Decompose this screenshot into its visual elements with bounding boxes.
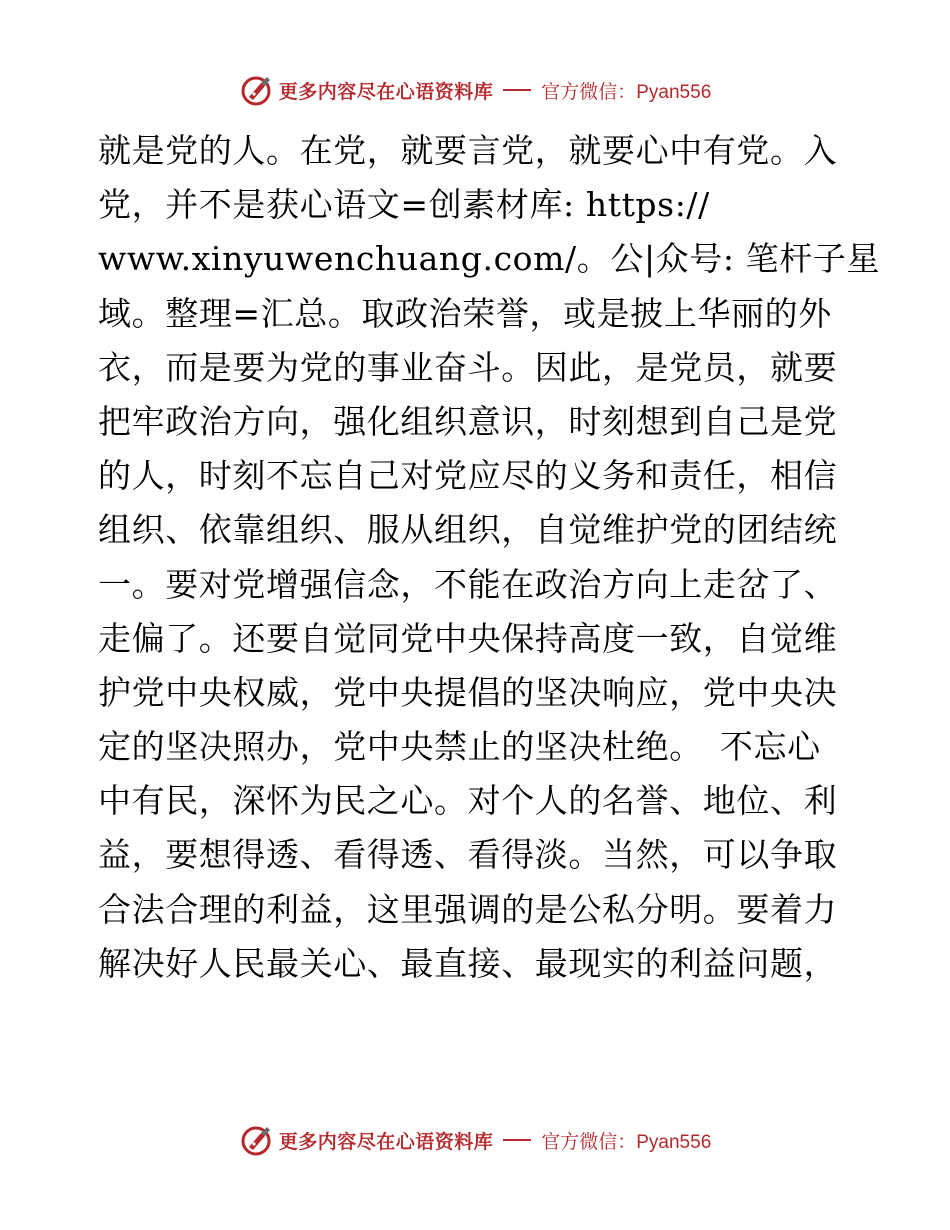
header-banner-content: [239, 73, 712, 107]
body-line: 域。整理=汇总。取政治荣誉，或是披上华丽的外: [98, 293, 832, 333]
header-banner-text: 更多内容尽在心语资料库: [278, 80, 494, 103]
header-banner: [0, 70, 950, 110]
body-line: www.xinyuwenchuang.com/。公|众号: 笔杆子星: [98, 239, 881, 279]
body-line: 护党中央权威，党中央提倡的坚决响应，党中央决: [98, 672, 838, 712]
body-line: 党，并不是获心语文=创素材库: https://: [98, 185, 710, 225]
footer-contact-text: 官方微信：Pyan556: [541, 1131, 712, 1153]
footer-banner: [0, 1120, 950, 1160]
body-line: 中有民，深怀为民之心。对个人的名誉、地位、利: [98, 781, 838, 821]
footer-banner-dash: [503, 1139, 531, 1141]
body-line: 把牢政治方向，强化组织意识，时刻想到自己是党: [98, 401, 838, 441]
footer-banner-content: [239, 1123, 712, 1157]
body-line: 合法合理的利益，这里强调的是公私分明。要着力: [98, 889, 838, 929]
header-banner-dash: [503, 89, 531, 91]
pen-nib-logo-icon: [239, 1123, 273, 1157]
body-line: 衣，而是要为党的事业奋斗。因此，是党员，就要: [98, 347, 838, 387]
body-line: 就是党的人。在党，就要言党，就要心中有党。入: [98, 131, 838, 170]
body-line: 益，要想得透、看得透、看得淡。当然，可以争取: [98, 835, 838, 875]
body-line: 走偏了。还要自觉同党中央保持高度一致，自觉维: [98, 618, 838, 658]
body-line: 一。要对党增强信念，不能在政治方向上走岔了、: [98, 564, 838, 604]
footer-banner-text: 更多内容尽在心语资料库: [278, 1130, 494, 1153]
body-line: 解决好人民最关心、最直接、最现实的利益问题，: [98, 943, 838, 983]
document-body: [98, 124, 881, 991]
body-line: 组织、依靠组织、服从组织，自觉维护党的团结统: [98, 510, 838, 550]
pen-nib-logo-icon: [239, 73, 273, 107]
header-contact-text: 官方微信：Pyan556: [541, 81, 712, 103]
body-line: 的人，时刻不忘自己对党应尽的义务和责任，相信: [98, 456, 838, 496]
body-line: 定的坚决照办，党中央禁止的坚决杜绝。 不忘心: [98, 727, 821, 767]
